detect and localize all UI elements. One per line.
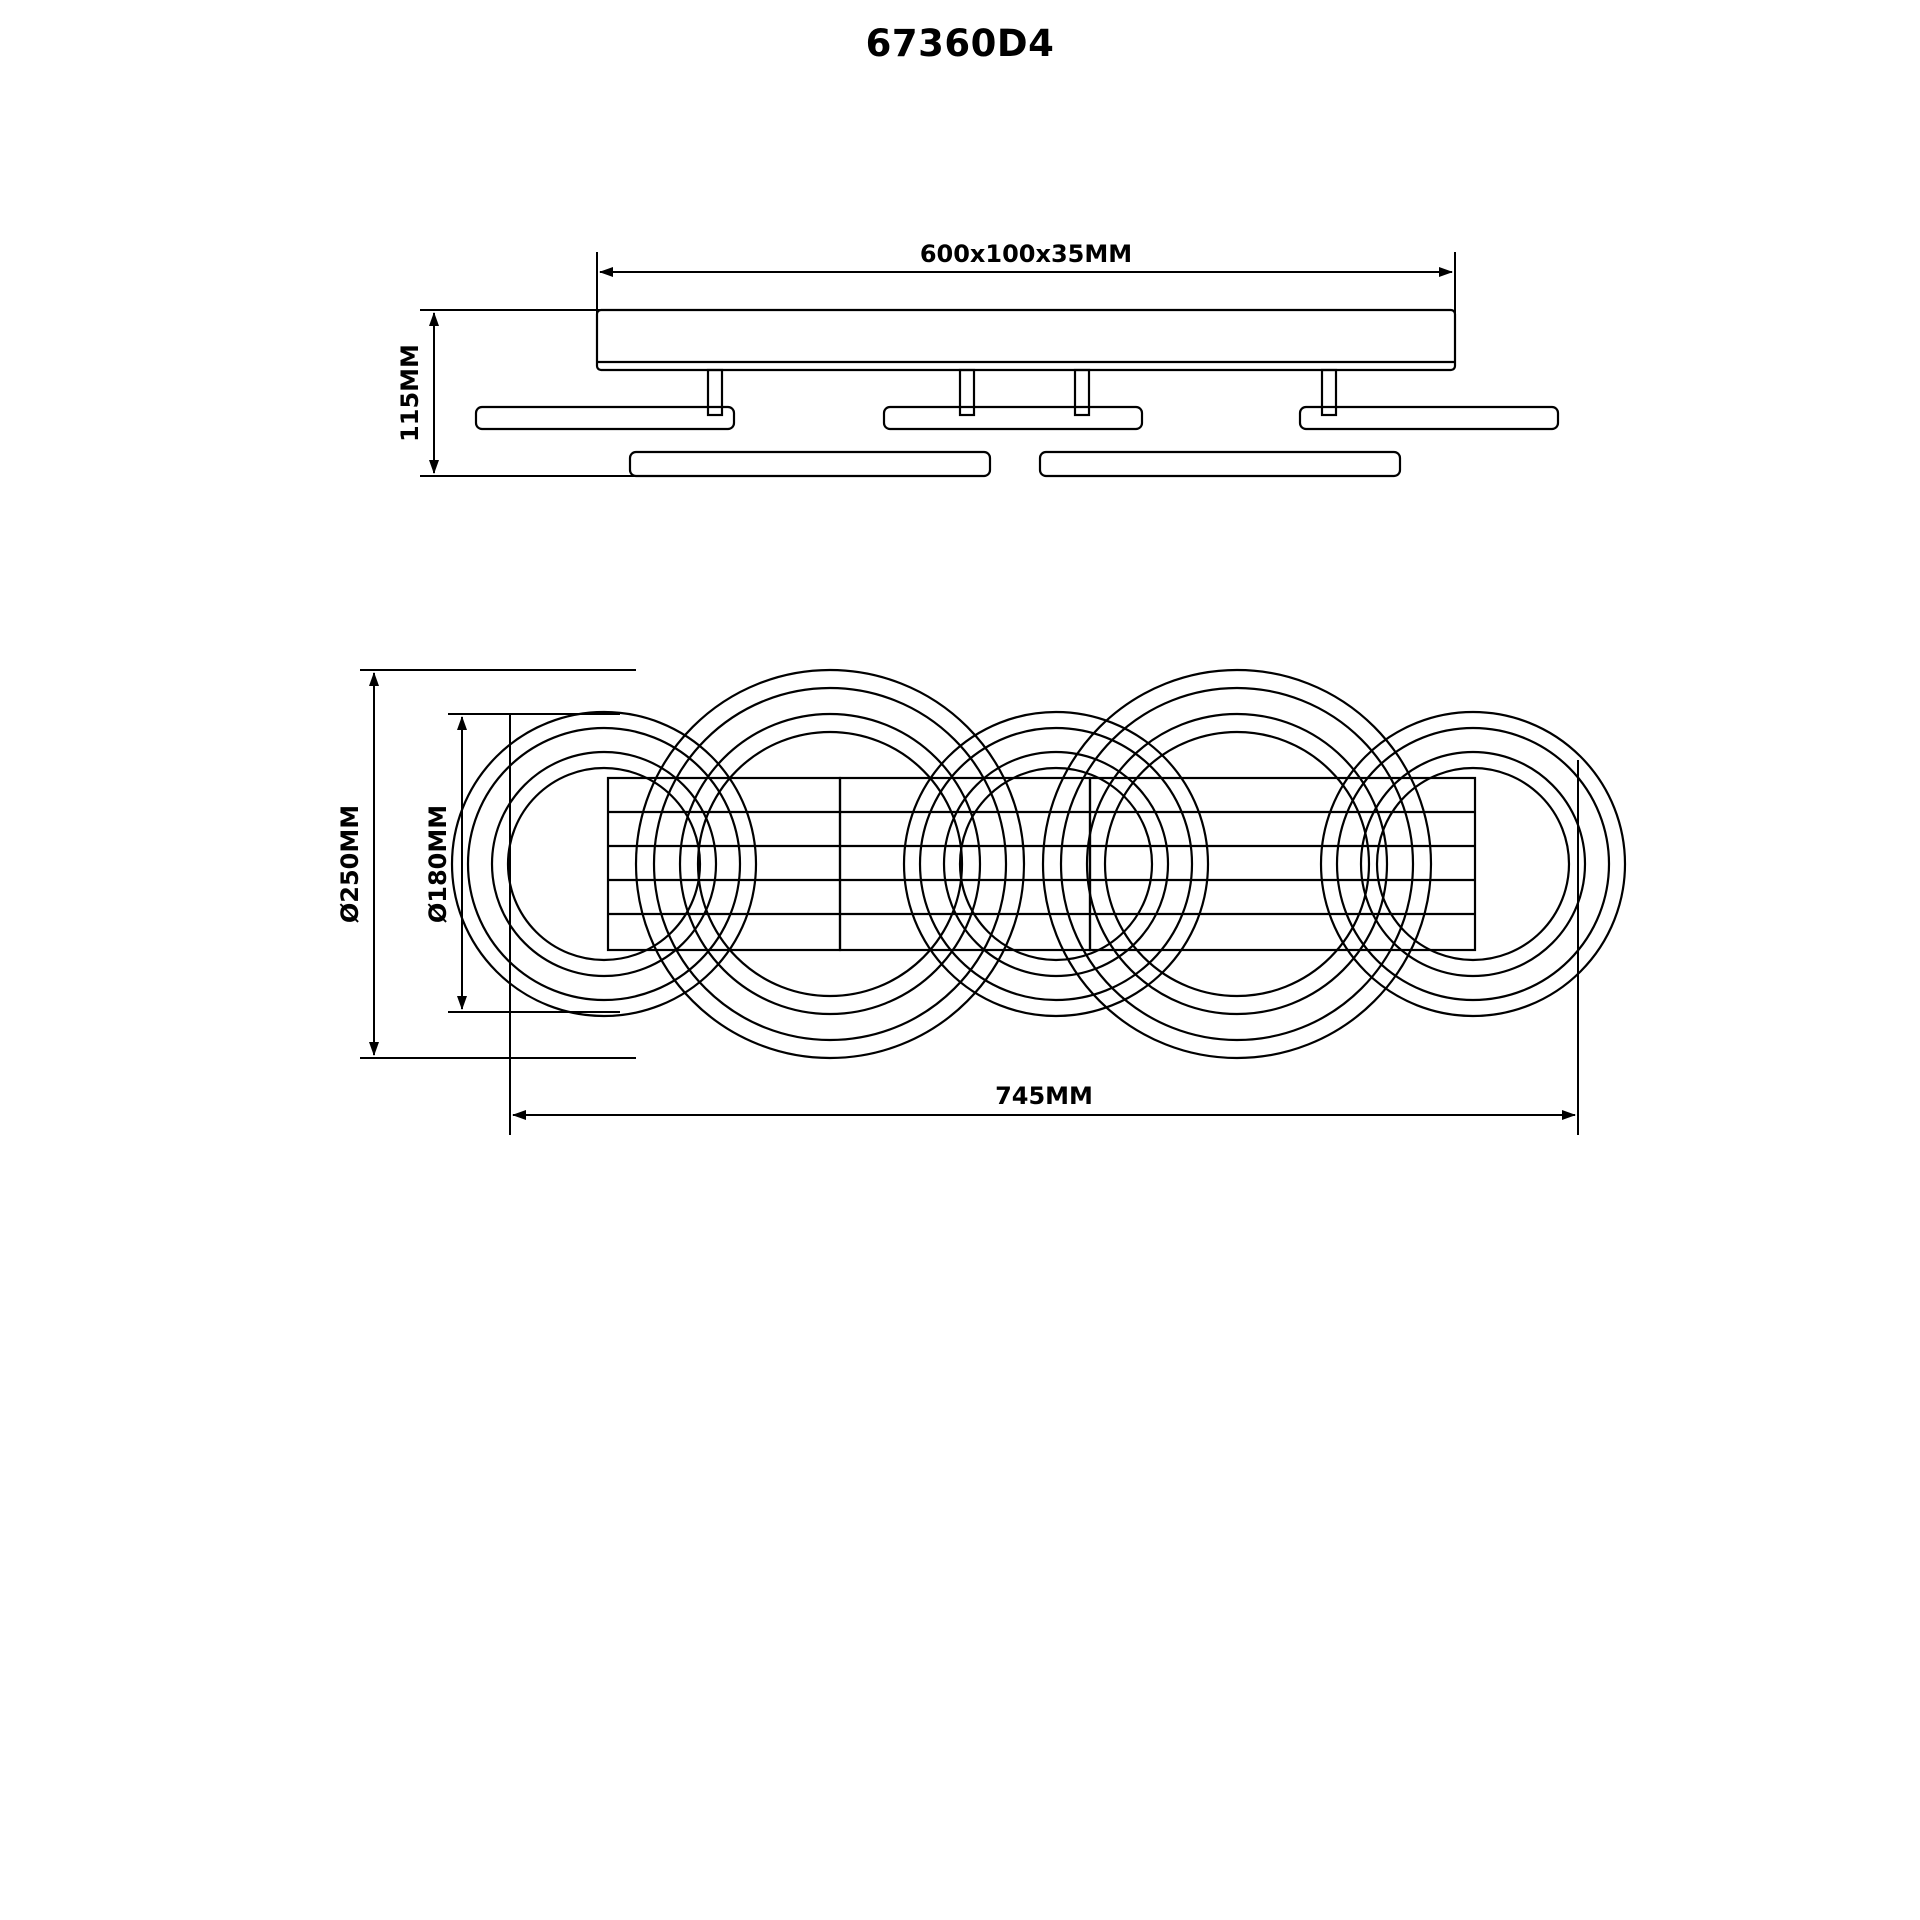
- ring-edge-bars-upper: [476, 407, 1558, 429]
- dimension-label-overall-width: 745MM: [995, 1082, 1093, 1110]
- dimension-overall-height: [420, 310, 636, 476]
- front-elevation-view: [452, 670, 1625, 1058]
- dimension-small-ring-diameter: [448, 714, 620, 1012]
- ring-small-2: [904, 712, 1208, 1016]
- dimension-label-overall-body-size: 600x100x35MM: [919, 240, 1133, 268]
- page-title: 67360D4: [865, 22, 1055, 65]
- side-elevation-view: [476, 310, 1558, 476]
- drop-stems: [708, 370, 1336, 415]
- body-slat-block-left: [608, 778, 840, 950]
- ring-edge-bars-lower: [630, 452, 1400, 476]
- ring-large-1: [636, 670, 1024, 1058]
- main-body-bar: [597, 310, 1455, 370]
- ring-small-1: [452, 712, 756, 1016]
- body-slat-block-right: [1090, 778, 1475, 950]
- ring-small-3: [1321, 712, 1625, 1016]
- ring-large-2: [1043, 670, 1431, 1058]
- dimension-label-small-ring-diameter: Ø180MM: [424, 804, 452, 924]
- dimension-label-large-ring-diameter: Ø250MM: [336, 804, 364, 924]
- dimension-label-overall-height: 115MM: [396, 344, 424, 442]
